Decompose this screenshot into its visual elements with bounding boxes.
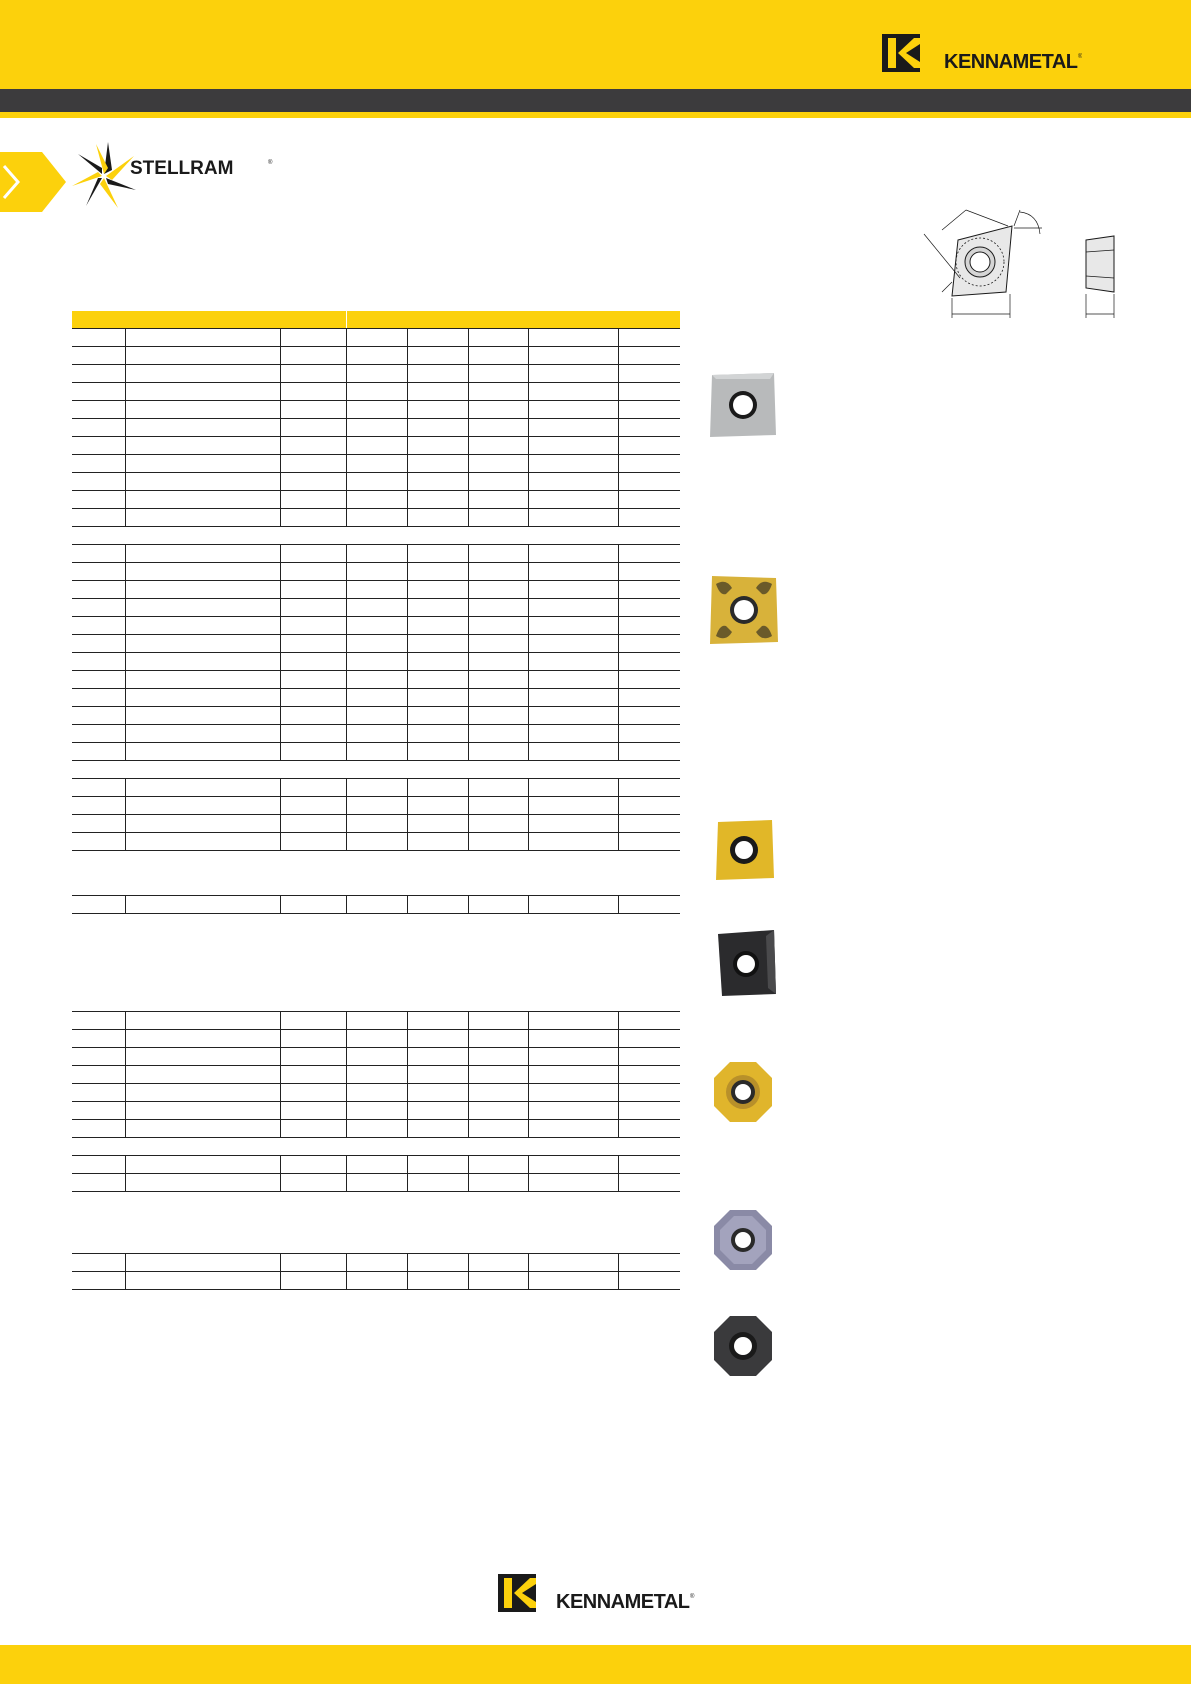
table-row: [72, 1084, 680, 1102]
table-row: [72, 509, 680, 527]
table-row: [72, 653, 680, 671]
table-row: [72, 815, 680, 833]
kennametal-logo-bottom: [498, 1574, 698, 1619]
table-row: [72, 797, 680, 815]
table-row: [72, 419, 680, 437]
table-row: [72, 545, 680, 563]
table-row: [72, 635, 680, 653]
kennametal-wordmark-bottom: KENNAMETAL: [556, 1591, 690, 1613]
table-row: [72, 401, 680, 419]
spec-grid: [72, 311, 680, 1290]
square-gold-insert-image: [714, 818, 776, 887]
table-header-band: [72, 311, 680, 329]
table-row: [72, 617, 680, 635]
table-row: [72, 707, 680, 725]
octagon-purple-insert-image: [712, 1208, 774, 1277]
table-row: [72, 491, 680, 509]
octagon-black-insert-image: [712, 1314, 774, 1383]
table-row: [72, 1066, 680, 1084]
table-row: [72, 896, 680, 914]
table-row: [72, 689, 680, 707]
table-row: [72, 455, 680, 473]
header-dark-stripe: [0, 89, 1191, 112]
chevron-tab-icon: [0, 152, 70, 217]
table-row: [72, 1272, 680, 1290]
table-row: [72, 347, 680, 365]
table-row: [72, 1030, 680, 1048]
table-row: [72, 1102, 680, 1120]
table-row: [72, 725, 680, 743]
svg-text:®: ®: [690, 1594, 695, 1600]
stellram-wordmark: STELLRAM: [130, 158, 234, 179]
svg-text:®: ®: [1078, 54, 1082, 60]
table-row: [72, 1156, 680, 1174]
table-row: [72, 437, 680, 455]
table-row: [72, 743, 680, 761]
table-row: [72, 1120, 680, 1138]
octagon-gold-insert-image: [712, 1060, 774, 1129]
stellram-logo: [68, 140, 278, 217]
kennametal-wordmark-top: KENNAMETAL: [944, 51, 1078, 73]
table-group-gap: [72, 914, 680, 1012]
svg-text:®: ®: [268, 160, 273, 166]
table-row: [72, 473, 680, 491]
square-chipbreaker-gold-insert-image: [708, 574, 780, 651]
square-black-insert-image: [714, 928, 778, 1003]
header-yellow-stripe: [0, 112, 1191, 118]
table-row: [72, 833, 680, 851]
table-group-gap: [72, 1138, 680, 1156]
table-row: [72, 365, 680, 383]
footer-band: [0, 1645, 1191, 1684]
table-row: [72, 383, 680, 401]
insert-dimension-diagram: [922, 202, 1122, 329]
table-group-gap: [72, 527, 680, 545]
table-group-gap: [72, 1192, 680, 1254]
insert-spec-table: [72, 311, 680, 1290]
table-row: [72, 1254, 680, 1272]
table-group-gap: [72, 761, 680, 779]
kennametal-logo-top: [882, 34, 1082, 79]
square-uncoated-insert-image: [708, 371, 778, 444]
table-row: [72, 671, 680, 689]
table-row: [72, 563, 680, 581]
table-row: [72, 581, 680, 599]
table-row: [72, 1174, 680, 1192]
table-row: [72, 779, 680, 797]
table-row: [72, 599, 680, 617]
table-row: [72, 1048, 680, 1066]
table-group-gap: [72, 851, 680, 896]
table-column-header-row: [72, 329, 680, 347]
table-row: [72, 1012, 680, 1030]
